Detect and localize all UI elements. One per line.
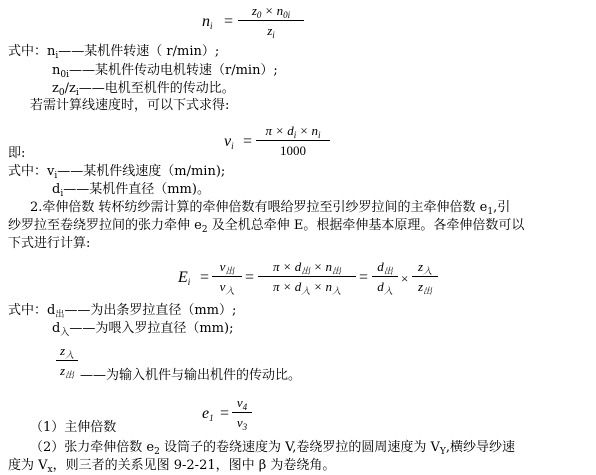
formula1-fraction: $z_0 \times n_{0i}$ $z_i$	[238, 2, 304, 39]
text-line-10: $d_入——$为喂入罗拉直径（mm);	[52, 321, 234, 338]
formula3-lhs: $E_i$	[178, 269, 191, 287]
formula2-lhs: $v_i$	[224, 133, 234, 151]
text-line-4: 若需计算线速度时，可以下式求得:	[30, 98, 230, 113]
formula3-fraction-2: $\pi \times d_出 \times n_出$ $\pi \times d_入 \times n_入$	[258, 258, 356, 295]
text-line-9: 式中：$d_出——$为出条罗拉直径（mm）;	[8, 303, 237, 320]
text-line-8b: 纱罗拉至卷绕罗拉间的张力牵伸 $e_2$ 及全机总牵伸 E。根据牵伸基本原理。各牵伸倍数可以	[8, 218, 525, 235]
formula4-eq: =	[220, 405, 230, 422]
text-line-11: ——为输入机件与输出机件的传动比。	[80, 368, 302, 383]
text-line-5: 即:	[8, 146, 26, 161]
text-line-13a: （2）张力牵伸倍数 $e_2$ 设筒子的卷绕速度为 V,卷绕罗拉的圆周速度为 $V_Y$,横纱导纱速	[30, 440, 515, 457]
text-line-8c: 下式进行计算:	[8, 236, 91, 251]
formula4-lhs: $e_1$	[202, 405, 214, 423]
text-line-13b: 度为 $V_x$，则三者的关系见图 9-2-21，图中 β 为卷绕角。	[8, 458, 336, 475]
formula2-eq: =	[243, 133, 253, 150]
formula1-eq: =	[224, 13, 234, 30]
formula3-fraction-3: $d_出$ $d_入$	[372, 258, 398, 295]
formula3-times: ×	[401, 271, 409, 286]
text-line-7: $d_i——$某机件直径（mm)。	[52, 182, 210, 199]
formula3-eq-1: =	[200, 269, 210, 286]
formula3-fraction-1: $v_出$ $v_入$	[212, 258, 242, 295]
formula3-eq-2: =	[245, 269, 255, 286]
formula3-eq-3: =	[359, 269, 369, 286]
text-line-6: 式中：$v_i——$某机件线速度（m/min);	[8, 164, 226, 181]
text-line-12: （1）主伸倍数	[30, 420, 117, 435]
text-line-1: 式中：$n_i——$某机件转速（ r/min）;	[8, 44, 220, 61]
formula2-fraction: $\pi \times d_i \times n_i$ 1000	[256, 122, 330, 159]
formula1-lhs: $n_i$	[202, 13, 213, 31]
formula4-fraction: $v_4$ $v_3$	[232, 394, 252, 431]
text-line-2: $n_{0i}——$某机件传动电机转速（r/min）;	[52, 63, 278, 80]
ratio-fraction: $z_入$ $z_出$	[56, 342, 78, 379]
formula3-fraction-4: $z_入$ $z_出$	[412, 258, 438, 295]
text-line-8a: 2.牵伸倍数 转杯纺纱需计算的牵伸倍数有喂给罗拉至引纱罗拉间的主牵伸倍数 $e_1$,引	[30, 200, 511, 217]
text-line-3: $z_0/z_i——$电机至机件的传动比。	[52, 81, 235, 98]
